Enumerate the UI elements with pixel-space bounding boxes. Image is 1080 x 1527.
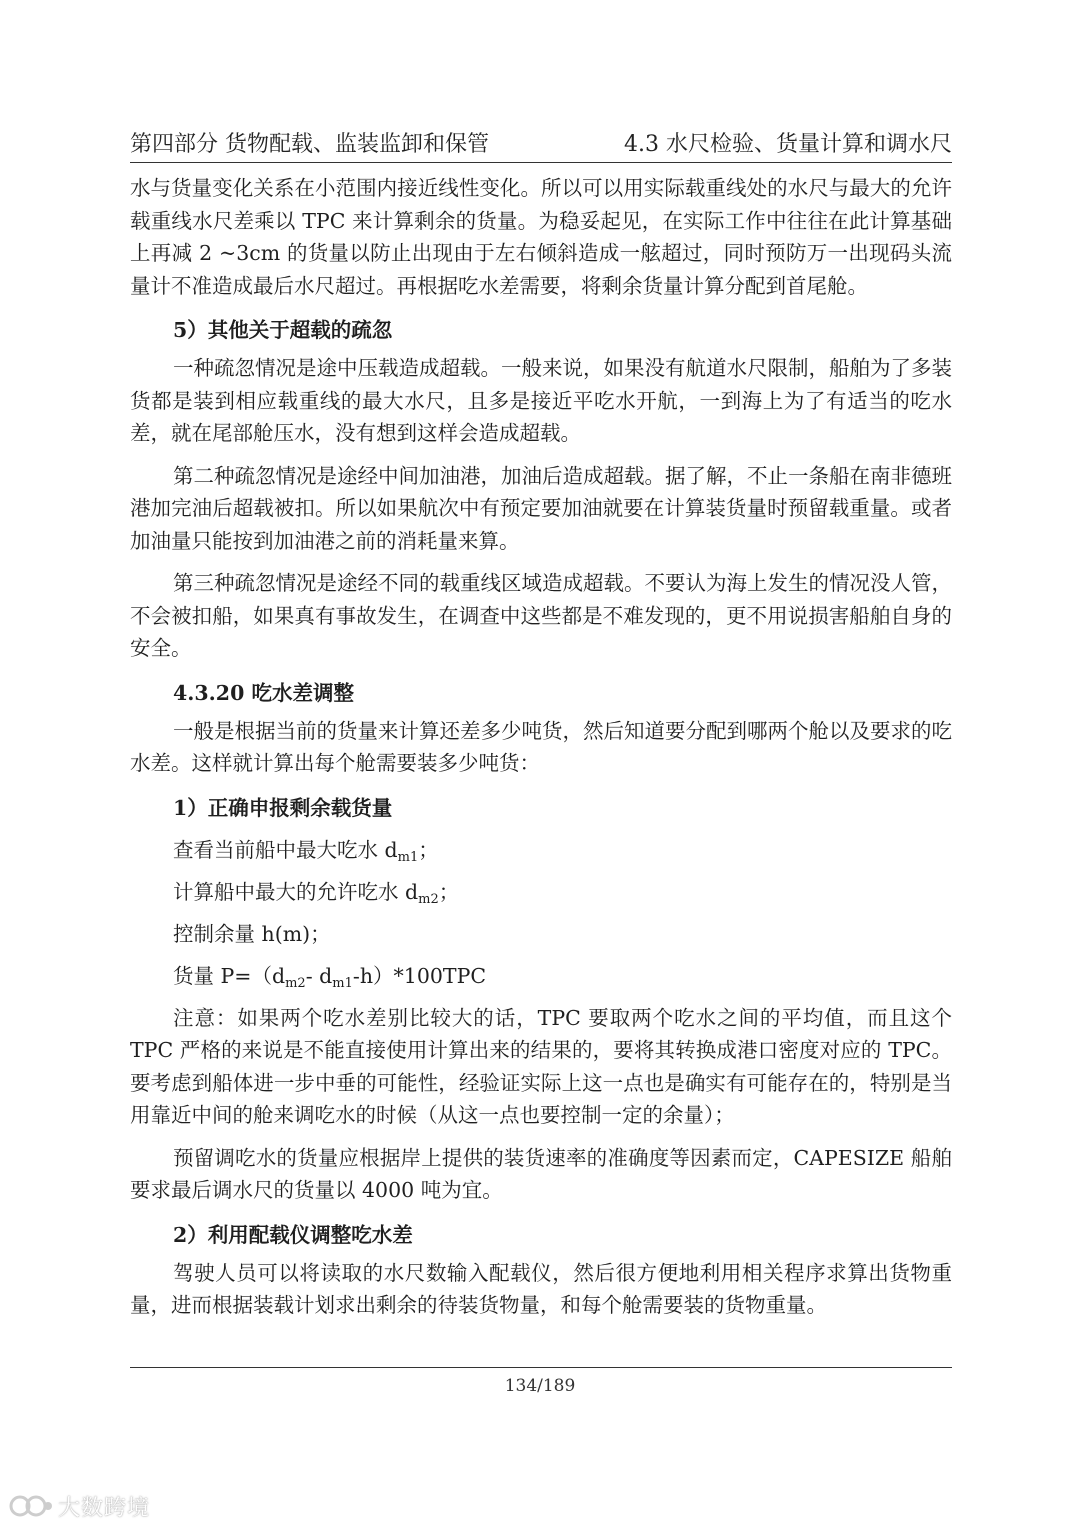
header-chapter-title: 4.3 水尺检验、货量计算和调水尺 <box>624 132 952 157</box>
paragraph: 注意：如果两个吃水差别比较大的话，TPC 要取两个吃水之间的平均值，而且这个TPC 严格的来说是不能直接使用计算出来的结果的，要将其转换成港口密度对应的 TPC。要考虑到船体进一步中垂的可能性，经验证实际上这一点也是确实有可能存在的，特别是当用靠近中间的舱来调吃水的时候（从这一点也要控制一定的余量）； <box>130 1005 952 1127</box>
section-heading: 1）正确申报剩余载货量 <box>173 795 393 820</box>
page-body <box>130 172 952 1322</box>
section-heading: 4.3.20 吃水差调整 <box>173 680 354 705</box>
paragraph: 第二种疏忽情况是途经中间加油港，加油后造成超载。据了解，不止一条船在南非德班港加完油后超载被扣。所以如果航次中有预定要加油就要在计算装货量时预留载重量。或者加油量只能按到加油港之前的消耗量来算。 <box>130 463 952 553</box>
header-rule <box>130 162 952 163</box>
section-heading: 2）利用配载仪调整吃水差 <box>173 1222 413 1247</box>
paragraph: 一般是根据当前的货量来计算还差多少吨货，然后知道要分配到哪两个舱以及要求的吃水差。这样就计算出每个舱需要装多少吨货： <box>130 718 952 775</box>
section-heading: 5）其他关于超载的疏忽 <box>173 318 393 342</box>
page-number: 134/189 <box>504 1376 576 1396</box>
watermark-logo-icon <box>8 1491 54 1521</box>
paragraph: 驾驶人员可以将读取的水尺数输入配载仪，然后很方便地利用相关程序求算出货物重量，进而根据装载计划求出剩余的待装货物量，和每个舱需要装的货物重量。 <box>130 1260 952 1317</box>
watermark <box>8 1488 150 1524</box>
formula-line: 控制余量 h(m)； <box>173 921 331 946</box>
header-section-title: 第四部分 货物配载、监装监卸和保管 <box>130 132 489 157</box>
footer-rule <box>130 1367 952 1368</box>
formula-line: 查看当前船中最大吃水 $d_{m1}$； <box>173 837 439 865</box>
paragraph: 一种疏忽情况是途中压载造成超载。一般来说，如果没有航道水尺限制，船舶为了多装货都是装到相应载重线的最大水尺，且多是接近平吃水开航，一到海上为了有适当的吃水差，就在尾部舱压水，没有想到这样会造成超载。 <box>130 356 952 445</box>
paragraph: 第三种疏忽情况是途经不同的载重线区域造成超载。不要认为海上发生的情况没人管，不会被扣船，如果真有事故发生，在调查中这些都是不难发现的，更不用说损害船舶自身的安全。 <box>130 571 952 660</box>
paragraph: 水与货量变化关系在小范围内接近线性变化。所以可以用实际载重线处的水尺与最大的允许载重线水尺差乘以 TPC 来计算剩余的货量。为稳妥起见，在实际工作中往往在此计算基础上再减 2 ~3cm 的货量以防止出现由于左右倾斜造成一舷超过，同时预防万一出现码头流量计不准造成最后水尺超过。再根据吃水差需要，将剩余货量计算分配到首尾舱。 <box>130 176 952 298</box>
formula-line: 货量 $P=(d_{m2}-$ $d_{m1}-h)*100TPC$ <box>173 963 487 991</box>
running-header <box>130 128 952 162</box>
formula-line: 计算船中最大的允许吃水 $d_{m2}$； <box>173 879 460 907</box>
watermark-text: 大数跨境 <box>58 1495 151 1521</box>
paragraph: 预留调吃水的货量应根据岸上提供的装货速率的准确度等因素而定，CAPESIZE 船舶要求最后调水尺的货量以 4000 吨为宜。 <box>130 1145 952 1202</box>
